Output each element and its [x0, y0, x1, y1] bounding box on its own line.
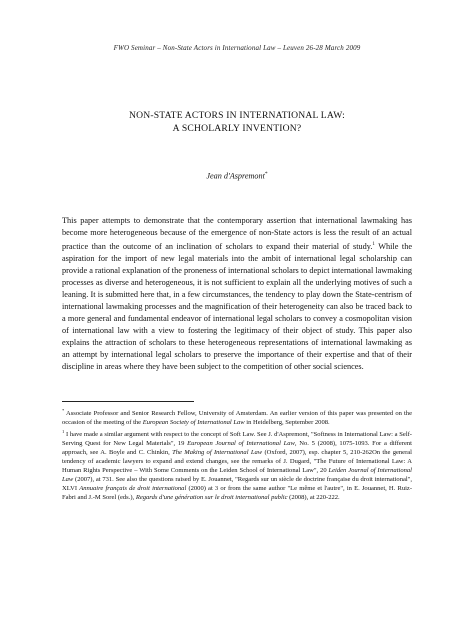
footnote-1-text-a: I have made a similar argument with respect to the concept of Soft Law. See J. d'Aspremont, "Softness in International Law: a Self-Serving Quest for New Legal Materials", 19	[62, 431, 412, 448]
footnote-1-text-e: (2000) at 3 or from the same author "Le même et l'autre", in E. Jouannet, H. Ruiz-Fabri and J.-M Sorel (eds.),	[62, 484, 413, 501]
footnote-1-text-c: (Oxford, 2007), esp. chapter 5, 210-262On the general tendency of academic lawyers to expand and extend changes, see the remarks of J. Dugard, "The Future of International Law: A Human Rights Perspective – With Some Comments on the Leiden School of International Law", 20	[62, 449, 412, 474]
footnote-1-marker: 1	[62, 429, 65, 435]
footnote-star	[62, 407, 412, 428]
footnote-1-reference[interactable]: 1	[372, 241, 375, 247]
footnote-1-italic-a: European Journal of International Law	[187, 440, 295, 448]
author-footnote-marker[interactable]: *	[264, 171, 268, 177]
footnote-1-italic-b: The Making of International Law	[172, 449, 263, 457]
footnote-divider	[62, 401, 194, 402]
title-line-2: A SCHOLARLY INVENTION?	[172, 123, 302, 134]
footnote-1-text-f: (2008), at 220-222.	[287, 493, 340, 501]
footnote-star-italic-a: European Society of International Law	[142, 419, 245, 427]
footnote-1-italic-d: Annuaire français de droit international	[79, 484, 187, 492]
footnote-1	[62, 428, 412, 502]
author-name: Jean d'Aspremont	[206, 171, 265, 181]
abstract-text-part-1: This paper attempts to demonstrate that the contemporary assertion that international lawmaking has become more heterogeneous because of the emergence of non-State actors is less the result of an actual practice than the outcome of an inclination of scholars to expand their material of study.	[62, 215, 412, 251]
footnote-1-italic-e: Regards d'une génération sur le droit international public	[135, 493, 288, 501]
footnote-1-text-b: , No. 5 (2008), 1075-1093. For a different approach, see A. Boyle and C. Chinkin,	[62, 440, 412, 457]
footnote-star-text-b: in Heidelberg, September 2008.	[244, 419, 330, 427]
abstract-paragraph	[62, 215, 412, 373]
footnote-star-marker: *	[62, 408, 65, 414]
footnote-1-italic-c: Leiden Journal of International Law	[62, 466, 412, 483]
running-header: FWO Seminar – Non-State Actors in International Law – Leuven 26-28 March 2009	[113, 44, 361, 52]
footnote-star-text-a: Associate Professor and Senior Research Fellow, University of Amsterdam. An earlier version of this paper was presented on the occasion of the meeting of the	[62, 410, 412, 427]
paper-title	[62, 109, 412, 135]
footnotes	[62, 407, 412, 502]
abstract-text-part-2: While the aspiration for the import of new legal materials into the ambit of international legal scholarship can provide a rational explanation of the proneness of international scholars to depict international lawmaking processes as diverse and heterogeneous, it is not sufficient to explain all the underlying motives of such a leaning. It is submitted here that, in a few circumstances, the tendency to play down the State-centrism of international lawmaking processes and the magnification of their heterogeneity can also be traced back to a more general and fundamental endeavor of international legal scholars to convey a cosmopolitan vision of international law with a view to fostering the legitimacy of their object of study. This paper also explains the attraction of scholars to these heterogeneous representations of international lawmaking as an attempt by international legal scholars to preserve the importance of their expertise and that of their discipline in areas where they have been subject to the competition of other social sciences.	[62, 241, 412, 372]
author-line	[62, 171, 412, 181]
footnote-1-text-d: (2007), at 731. See also the questions raised by E. Jouannet, "Regards sur un siècle de doctrine française du droit international", XLVI	[62, 475, 412, 492]
title-line-1: NON-STATE ACTORS IN INTERNATIONAL LAW:	[129, 110, 345, 121]
